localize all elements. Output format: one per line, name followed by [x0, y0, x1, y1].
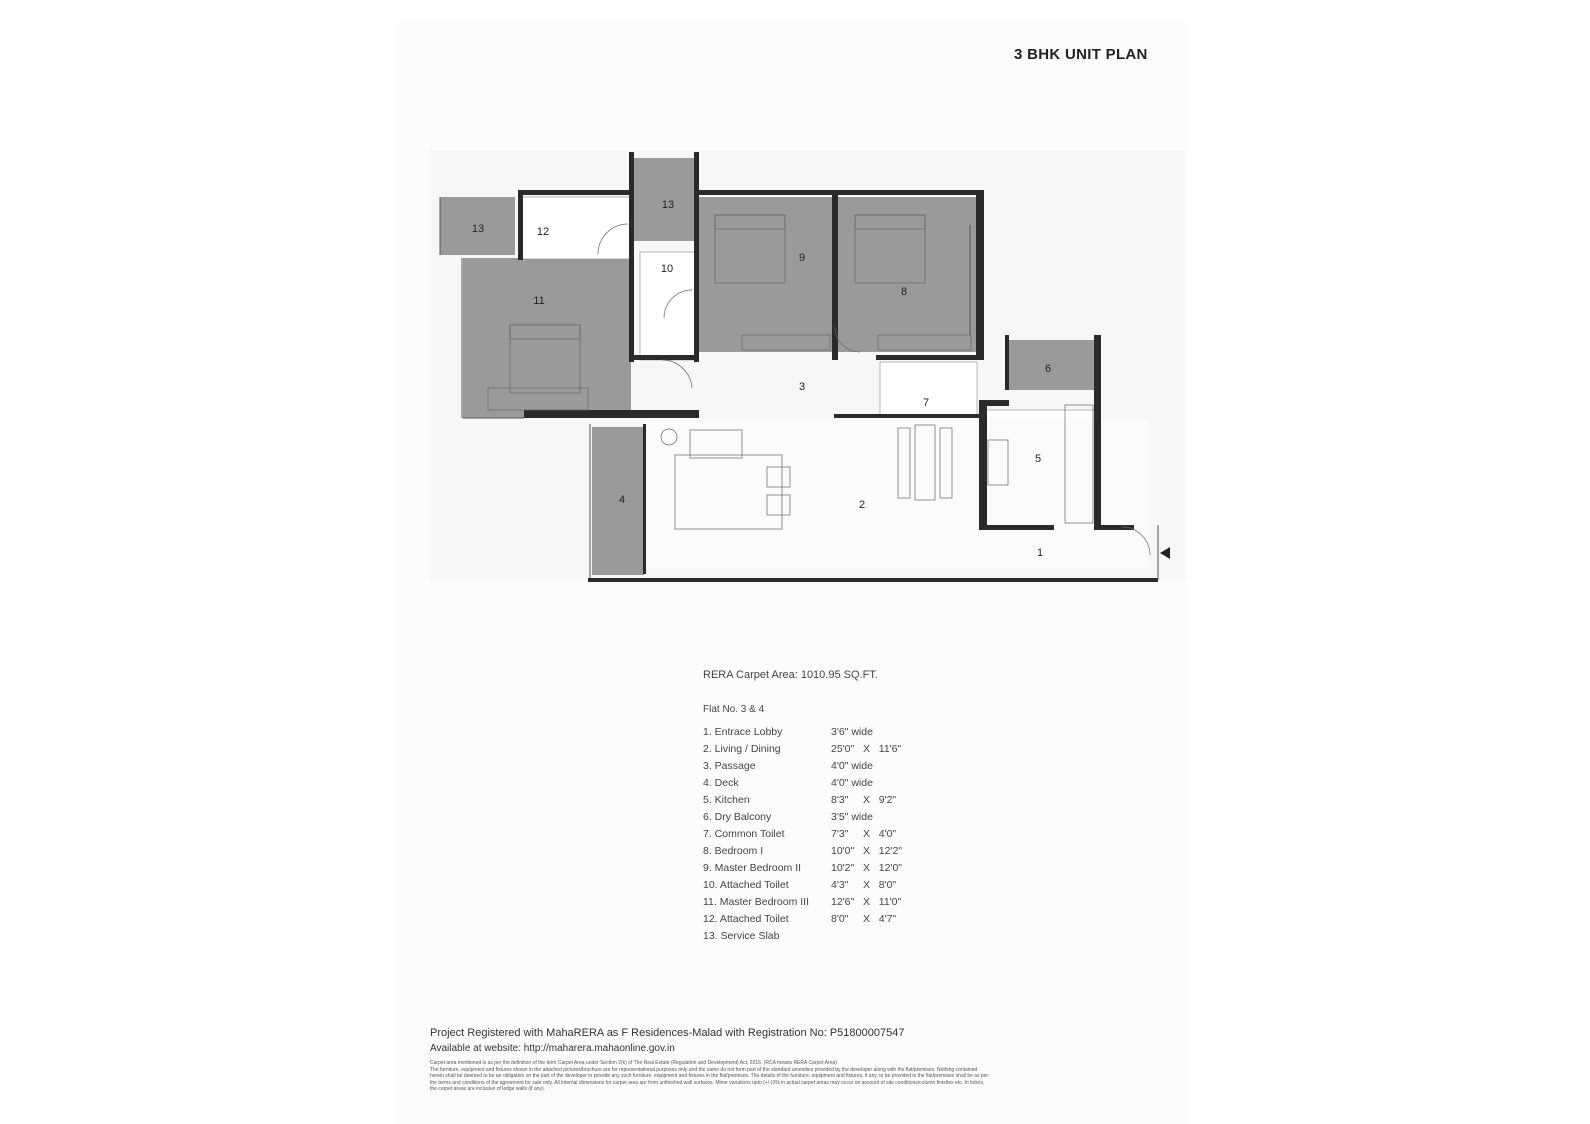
disclaimer [430, 1060, 1170, 1093]
room-name: 4. Deck [703, 777, 739, 789]
room-dims: 8'0" X 4'7" [831, 913, 897, 925]
room-name: 9. Master Bedroom II [703, 862, 802, 874]
room-name: 8. Bedroom I [703, 845, 764, 857]
room-name: 1. Entrace Lobby [703, 726, 783, 738]
room-name: 2. Living / Dining [703, 743, 781, 755]
room-living-dining [644, 418, 1149, 568]
room-row [703, 760, 963, 777]
room-dims: 7'3" X 4'0" [831, 828, 897, 840]
plan-label-9: 9 [798, 252, 806, 264]
disclaimer-line: the carpet areas are inclusive of ledge walls (if any). [430, 1086, 546, 1093]
room-row [703, 862, 963, 879]
room-name: 7. Common Toilet [703, 828, 785, 840]
flat-number: Flat No. 3 & 4 [703, 704, 765, 715]
disclaimer-line: the terms and conditions of the agreement for sale only. All internal dimensions for carpet area are from unfinished wall surfaces. Minor variations upto (+/-)3% in actual carpet areas may occur on account of site conditions/column finishes etc. In toilets, [430, 1079, 985, 1086]
room-row [703, 743, 963, 760]
room-row [703, 726, 963, 743]
room-row [703, 879, 963, 896]
room-name: 5. Kitchen [703, 794, 750, 806]
room-row [703, 794, 963, 811]
room-row [703, 845, 963, 862]
room-row [703, 828, 963, 845]
plan-label-10: 10 [660, 263, 674, 275]
room-dims: 12'6" X 11'0" [831, 896, 902, 908]
room-dims: 4'0" wide [831, 760, 873, 772]
plan-label-5: 5 [1034, 453, 1042, 465]
room-dims: 25'0" X 11'6" [831, 743, 902, 755]
plan-label-12: 12 [536, 226, 550, 238]
room-dims: 3'5" wide [831, 811, 873, 823]
plan-title: 3 BHK UNIT PLAN [1014, 46, 1148, 63]
room-dims: 10'2" X 12'0" [831, 862, 903, 874]
room-row [703, 930, 963, 947]
room-row [703, 811, 963, 828]
disclaimer-line: The furniture, equipment and fixtures shown in the attached pictures/brochure are for representational purposes only and the same do not form part of the standard amenities provided by the developer along with the flat/premises. Nothing contained [430, 1066, 978, 1073]
plan-label-4: 4 [618, 494, 626, 506]
room-dims: 3'6" wide [831, 726, 873, 738]
registration-note: Project Registered with MahaRERA as F Residences-Malad with Registration No: P51800007547 [430, 1027, 905, 1039]
disclaimer-line: herein shall be deemed to be an obligation on the part of the developer to provide any such furniture, equipment and fixtures in the flat/premises. The details of the furniture, equipment and fixtures, if any, to be provided in the flat/premises shall be as per [430, 1073, 989, 1080]
room-name: 13. Service Slab [703, 930, 780, 942]
plan-label-3: 3 [798, 381, 806, 393]
room-row [703, 777, 963, 794]
plan-label-2: 2 [858, 499, 866, 511]
room-name: 10. Attached Toilet [703, 879, 789, 891]
room-schedule [703, 726, 963, 947]
room-master-bedroom-ii [698, 197, 834, 352]
room-bedroom-i [838, 197, 978, 352]
plan-label-8: 8 [900, 286, 908, 298]
disclaimer-line: Carpet area mentioned is as per the definition of the term Carpet Area under Section 2(k) of The Real Estate (Regulation and Development) Act, 2016. (RCA means RERA Carpet Area) [430, 1060, 837, 1066]
room-dims: 8'3" X 9'2" [831, 794, 897, 806]
plan-label-13-top: 13 [661, 199, 675, 211]
room-name: 3. Passage [703, 760, 756, 772]
room-name: 11. Master Bedroom III [703, 896, 810, 908]
plan-label-13-left: 13 [471, 223, 485, 235]
room-dry-balcony [1008, 340, 1095, 390]
room-dims: 10'0" X 12'2" [831, 845, 903, 857]
room-row [703, 913, 963, 930]
plan-label-7: 7 [922, 397, 930, 409]
room-dims: 4'0" wide [831, 777, 873, 789]
room-row [703, 896, 963, 913]
rera-carpet-area: RERA Carpet Area: 1010.95 SQ.FT. [703, 669, 878, 681]
plan-label-6: 6 [1044, 363, 1052, 375]
plan-label-1: 1 [1036, 547, 1044, 559]
plan-label-11: 11 [533, 295, 545, 307]
website-note: Available at website: http://maharera.mahaonline.gov.in [430, 1043, 675, 1054]
room-dims: 4'3" X 8'0" [831, 879, 897, 891]
room-name: 12. Attached Toilet [703, 913, 789, 925]
room-name: 6. Dry Balcony [703, 811, 772, 823]
